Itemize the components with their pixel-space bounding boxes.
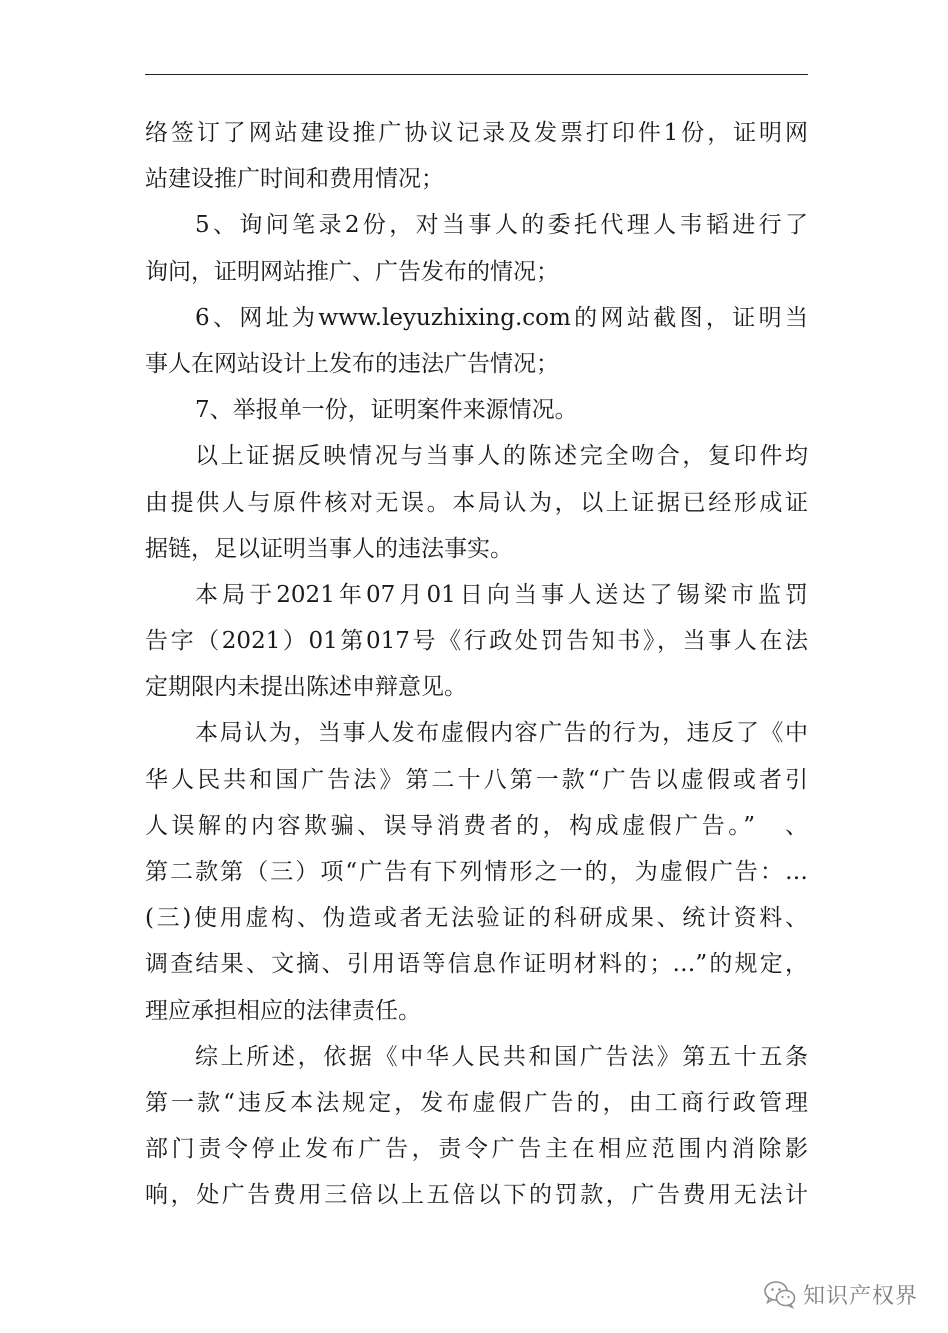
- text-line: 站建设推广时间和费用情况；: [145, 166, 444, 193]
- text-line: 响，处广告费用三倍以上五倍以下的罚款，广告费用无法计: [145, 1182, 808, 1209]
- text-line: (三)使用虚构、伪造或者无法验证的科研成果、统计资料、: [145, 905, 808, 932]
- text-line: 本局于2021年07月01日向当事人送达了锡梁市监罚: [195, 581, 808, 608]
- watermark: [763, 1276, 918, 1312]
- text-line: 事人在网站设计上发布的违法广告情况；: [145, 350, 559, 377]
- text-line: 综上所述，依据《中华人民共和国广告法》第五十五条: [195, 1043, 808, 1070]
- text-line: 询问，证明网站推广、广告发布的情况；: [145, 258, 559, 285]
- text-line: 由提供人与原件核对无误。本局认为，以上证据已经形成证: [145, 489, 808, 516]
- text-line: 7、举报单一份，证明案件来源情况。: [195, 397, 578, 424]
- text-line: 本局认为，当事人发布虚假内容广告的行为，违反了《中: [195, 720, 808, 747]
- text-line: 理应承担相应的法律责任。: [145, 997, 421, 1024]
- text-line: 部门责令停止发布广告，责令广告主在相应范围内消除影: [145, 1136, 808, 1163]
- text-line: 人误解的内容欺骗、误导消费者的，构成虚假广告。” 、: [145, 812, 808, 839]
- text-line: 定期限内未提出陈述申辩意见。: [145, 674, 467, 701]
- document-body: [145, 110, 808, 1219]
- text-line: 告字（2021）01第017号《行政处罚告知书》，当事人在法: [145, 628, 808, 655]
- text-line: 第二款第（三）项“广告有下列情形之一的，为虚假广告：…: [145, 859, 808, 885]
- text-line: 5、询问笔录2份，对当事人的委托代理人韦韬进行了: [195, 212, 808, 239]
- watermark-text: 知识产权界: [802, 1283, 918, 1309]
- wechat-icon: [763, 1279, 797, 1309]
- text-line: 以上证据反映情况与当事人的陈述完全吻合，复印件均: [195, 443, 808, 470]
- text-line: 第一款“违反本法规定，发布虚假广告的，由工商行政管理: [145, 1089, 808, 1116]
- text-line: 调查结果、文摘、引用语等信息作证明材料的；…”的规定，: [145, 951, 808, 978]
- text-line: 6、网址为www.leyuzhixing.com的网站截图，证明当: [195, 304, 808, 331]
- text-line: 络签订了网站建设推广协议记录及发票打印件1份，证明网: [145, 120, 808, 146]
- header-rule: [145, 74, 808, 75]
- text-line: 据链，足以证明当事人的违法事实。: [145, 535, 513, 562]
- text-line: 华人民共和国广告法》第二十八第一款“广告以虚假或者引: [145, 766, 808, 793]
